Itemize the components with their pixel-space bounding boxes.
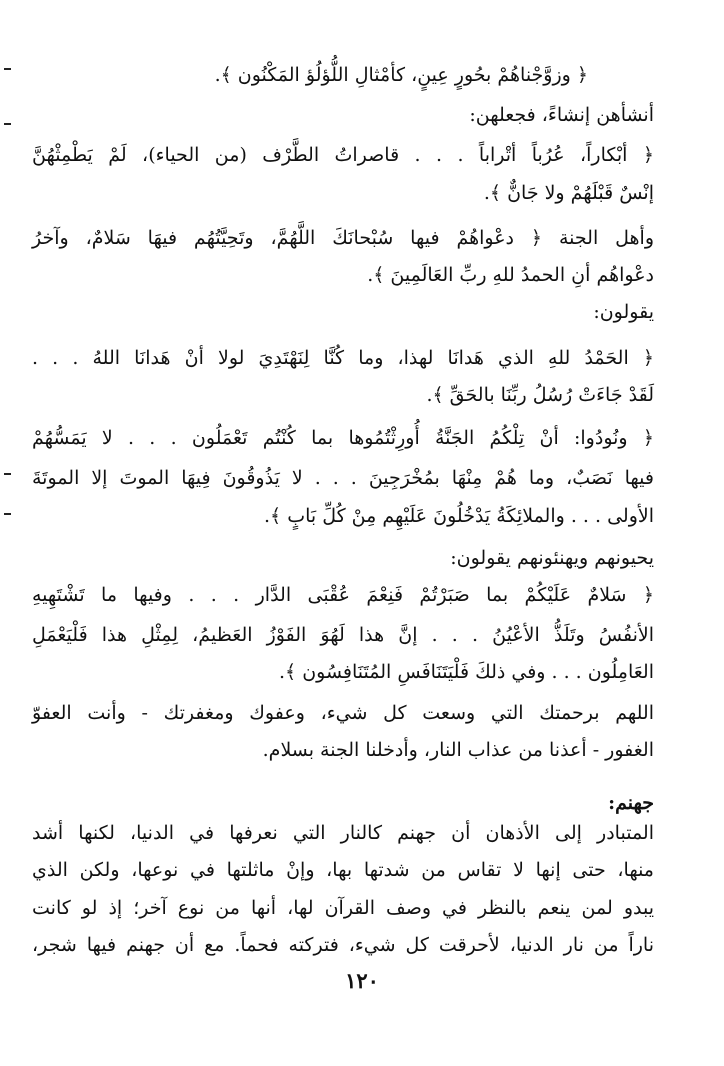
verse-line: الأنفُسُ وتَلَذُّ الأعْيُنُ . . . إنَّ هذا لَهُوَ الفَوْزُ العَظيمُ، لِمِثْلِ هذا فَلْيَعْمَلِ	[32, 624, 654, 646]
text-line: دعْواهُم أنِ الحمدُ للهِ ربِّ العَالَمِينَ ﴾.	[367, 264, 654, 286]
text-line: يحيونهم ويهنئونهم يقولون:	[450, 547, 654, 569]
text-line: الغفور - أعذنا من عذاب النار، وأدخلنا الجنة بسلام.	[262, 739, 654, 761]
verse-line: لَقَدْ جَاءَتْ رُسُلُ ربِّنَا بالحَقِّ ﴾.	[426, 384, 654, 406]
margin-mark	[4, 473, 11, 475]
text-line: منها، حتى إنها لا تقاس من شدتها بها، وإنْ ماثلتها في نوعها، ولكن الذي	[32, 859, 654, 881]
verse-line: العَامِلُون . . . وفي ذلكَ فَلْيَتَنَافَسِ المُتَنَافِسُون ﴾.	[279, 661, 654, 683]
text-line: ناراً من نار الدنيا، لأحرقت كل شيء، فتركته فحماً. مع أن جهنم فيها شجر،	[32, 934, 654, 956]
verse-line: الأولى . . . والملائِكَةُ يَدْخُلُونَ عَلَيْهِم مِنْ كُلِّ بَابٍ ﴾.	[263, 505, 654, 527]
margin-mark	[4, 513, 11, 515]
text-line: اللهم برحمتك التي وسعت كل شيء، وعفوك ومغفرتك - وأنت العفوّ	[32, 702, 654, 724]
page-number: ١٢٠	[345, 968, 379, 993]
verse-line: ﴿ الحَمْدُ للهِ الذي هَدانَا لهذا، وما كُنَّا لِنَهْتَدِيَ لولا أنْ هَدانَا اللهُ . . .	[32, 347, 654, 369]
text-line: المتبادر إلى الأذهان أن جهنم كالنار التي نعرفها في الدنيا، لكنها أشد	[32, 822, 654, 844]
text-line: أنشأهن إنشاءً، فجعلهن:	[469, 104, 654, 126]
margin-mark	[4, 68, 11, 70]
text-line: وأهل الجنة ﴿ دعْواهُمْ فيها سُبْحانَكَ اللَّهُمَّ، وتَحِيَّتُهُم فيهَا سَلامٌ، وآخرُ	[32, 227, 654, 249]
margin-mark	[4, 123, 11, 125]
text-line: يبدو لمن ينعم بالنظر في وصف القرآن لها، أنها من نوع آخر؛ إذ لو كانت	[32, 897, 654, 919]
verse-line: ﴿ ونُودُوا: أنْ تِلْكُمُ الجَنَّةُ أُورِثْتُمُوها بما كُنْتُم تَعْمَلُون . . . لا يَمَسُّهُمْ	[32, 427, 654, 449]
verse-line: فيها نَصَبٌ، وما هُمْ مِنْهَا بمُخْرَجِينَ . . . لا يَذُوقُونَ فِيهَا الموتَ إلا الموتَةَ	[32, 467, 654, 489]
text-line: يقولون:	[593, 301, 654, 323]
verse-line: ﴿ سَلامٌ عَلَيْكُمْ بما صَبَرْتُمْ فَنِعْمَ عُقْبَى الدَّار . . . وفيها ما تَشْتَهِيهِ	[32, 584, 654, 606]
section-heading: جهنم:	[608, 792, 654, 814]
verse-line: ﴿ أبْكاراً، عُرُباً أتْراباً . . . قاصراتُ الطَّرْف (من الحياء)، لَمْ يَطْمِثْهُنَّ	[32, 144, 654, 166]
verse-line: إنْسٌ قَبْلَهُمْ ولا جَانٌّ ﴾.	[483, 182, 654, 204]
verse-line: ﴿ وزوَّجْناهُمْ بحُورٍ عِينٍ، كأمْثالِ اللُّؤلُؤ المَكْنُون ﴾.	[214, 64, 588, 86]
